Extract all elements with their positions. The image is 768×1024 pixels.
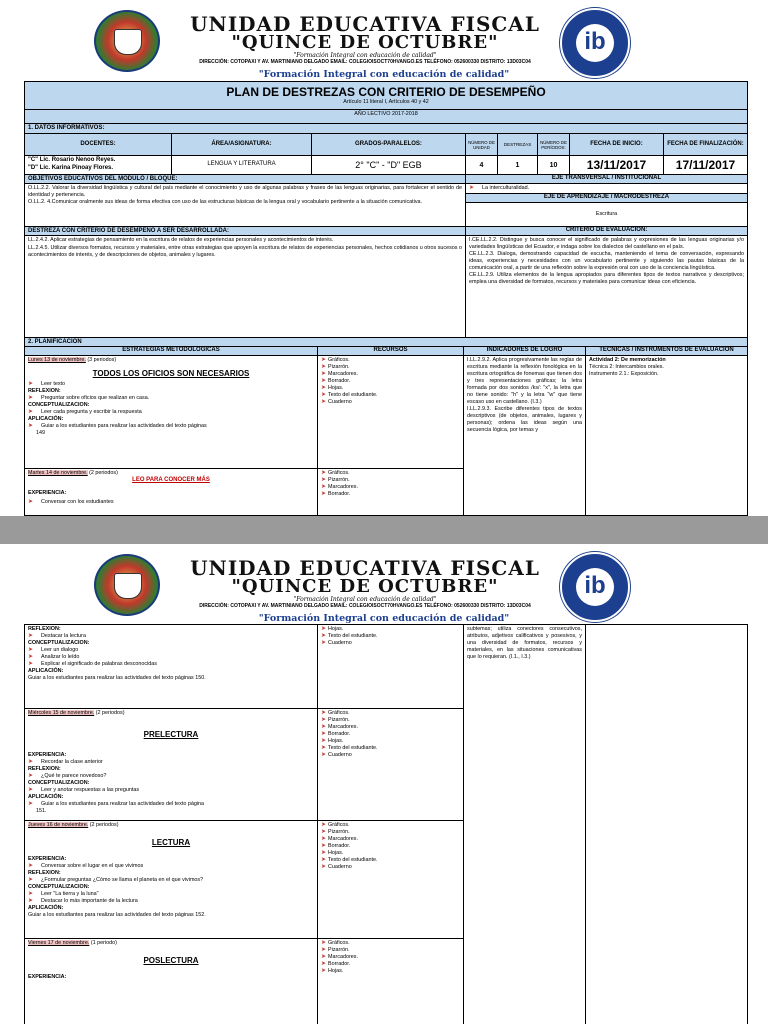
objetivos-cell (25, 183, 465, 226)
school-slogan: "Formación Integral con educación de calidad" (293, 596, 437, 603)
arrow-icon: ➤ (28, 647, 34, 653)
resource-item: ➤ Borrador. (321, 843, 351, 849)
resource-item: ➤ Marcadores. (321, 724, 358, 730)
day-4-con-2: Destacar lo más importante de la lectura (41, 898, 138, 904)
school-address: DIRECCIÓN: COTOPAXI Y AV. MARTINIANO DELGADO EMAIL: COLEGIOISOCT70HVANGO.ES TELÉFONO: 052600330 DISTRITO: 13D03C04 (199, 603, 531, 609)
day-1-page: 149 (36, 430, 45, 436)
area-header: ÁREA/ASIGNATURA: (171, 133, 311, 155)
evaluacion-cell (585, 355, 747, 516)
school-slogan: "Formación Integral con educación de calidad" (293, 52, 437, 59)
periodos-header: NÚMERO DE PERÍODOS: (537, 133, 569, 155)
school-subname: "QUINCE DE OCTUBRE" (231, 32, 499, 53)
day-2-con-1: Leer un dialogo (41, 647, 79, 653)
destrezas-value: 1 (497, 155, 537, 174)
area-value: LENGUA Y LITERATURA (171, 155, 311, 174)
eje-value: La interculturalidad. (482, 185, 530, 191)
arrow-icon: ➤ (28, 877, 34, 883)
resource-item: ➤ Hojas. (321, 626, 344, 632)
day-2-exp: Conversar con los estudiantes (41, 499, 114, 505)
day-5-resources (317, 938, 463, 1024)
resource-item: ➤ Cuaderno (321, 640, 352, 646)
recursos-header: RECURSOS (317, 346, 463, 355)
resource-item: ➤ Marcadores. (321, 836, 358, 842)
indicadores-cell (463, 355, 585, 516)
indicador-2-continued: subtemas; utiliza conectores consecutivos, atributos, adjetivos calificativos y posesivos, y una diversidad de formatos, recursos y materiales, en las situaciones comunicativas que lo requieran. (I.1., I.3.) (467, 626, 582, 660)
grados-header: GRADOS-PARALELOS: (311, 133, 465, 155)
resource-item: ➤ Hojas. (321, 385, 344, 391)
school-motto: "Formación Integral con educación de calidad" (258, 613, 510, 624)
school-year: AÑO LECTIVO 2017-2018 (25, 109, 747, 118)
section-2-title: 2. PLANIFICACIÓN (25, 337, 747, 346)
day-4-apl: Guiar a los estudiantes para realizar las actividades del texto páginas 152. (28, 912, 206, 918)
day-3-title: PRELECTURA (143, 730, 199, 739)
resource-item: ➤ Cuaderno (321, 752, 352, 758)
criterio-cell (465, 235, 747, 337)
resource-item: ➤ Borrador. (321, 378, 351, 384)
section-1-title: 1. DATOS INFORMATIVOS: (25, 123, 747, 133)
resource-item: ➤ Hojas. (321, 968, 344, 974)
objetivo-1: O.LL.2.2. Valorar la diversidad lingüística y cultural del país mediante el conocimiento y uso de algunas palabras y frases de las lenguas originarias, para fortalecer el sentido de identidad y pertenencia. (28, 185, 462, 198)
day-2-resources-continued (317, 625, 463, 708)
day-5-date: Viernes 17 de noviembre. (28, 940, 90, 946)
resource-item: ➤ Texto del estudiante. (321, 857, 378, 863)
arrow-icon: ➤ (28, 801, 34, 807)
label-reflexion: REFLEXION: (28, 626, 61, 632)
eval-instrumento: Instrumento 2.1.: Exposición. (589, 371, 659, 377)
fin-value: 17/11/2017 (663, 155, 747, 174)
resource-item: ➤ Cuaderno (321, 399, 352, 405)
school-address: DIRECCIÓN: COTOPAXI Y AV. MARTINIANO DELGADO EMAIL: COLEGIOISOCT70HVANGO.ES TELÉFONO: 052600330 DISTRITO: 13D03C04 (199, 59, 531, 65)
resource-item: ➤ Cuaderno (321, 864, 352, 870)
day-3-resources (317, 708, 463, 820)
arrow-icon: ➤ (28, 499, 34, 505)
resource-item: ➤ Pizarrón. (321, 947, 350, 953)
day-3-strategies (25, 708, 317, 820)
school-name: UNIDAD EDUCATIVA FISCAL (190, 12, 540, 36)
day-1-con: Leer cada pregunta y escribir la respuesta (41, 409, 142, 415)
resource-item: ➤ Pizarrón. (321, 364, 350, 370)
resource-item: ➤ Gráficos. (321, 470, 350, 476)
day-5-periods: (1 periodo) (90, 940, 117, 946)
grados-value: 2° "C" - "D" EGB (311, 155, 465, 174)
docentes-cell (25, 155, 171, 174)
unidad-header: NÚMERO DE UNIDAD (465, 133, 497, 155)
fin-header: FECHA DE FINALIZACIÓN: (663, 133, 747, 155)
day-4-title: LECTURA (151, 838, 191, 847)
day-2-date: Martes 14 de noviembre. (28, 470, 88, 476)
arrow-icon: ➤ (28, 633, 34, 639)
resource-item: ➤ Marcadores. (321, 484, 358, 490)
day-3-page: 151. (36, 808, 47, 814)
plan-title-block (25, 82, 747, 123)
criterio-1: I.CE.LL.2.2. Distingue y busca conocer el significado de palabras y expresiones de las lenguas originarias y/o variedades lingüísticas del Ecuador, e indaga sobre los dialectos del castellano en el país. (469, 237, 744, 250)
ib-logo-icon: ib (560, 552, 630, 622)
plan-articles: Artículo 11 literal I, Artículos 40 y 42 (343, 99, 429, 105)
docente-d: "D" Lic. Karina Pinoay Flores. (28, 164, 114, 171)
resource-item: ➤ Gráficos. (321, 710, 350, 716)
resource-item: ➤ Borrador. (321, 961, 351, 967)
resource-item: ➤ Gráficos. (321, 357, 350, 363)
day-1-exp: Leer texto (41, 381, 66, 387)
destreza-2: LL.2.4.5. Utilizar diversos formatos, recursos y materiales, entre otras estrategias que apoyen la escritura de relatos de experiencias personales, hechos cotidianos u otros sucesos o acontecimientos de interés, y de descripciones de objetos, animales y lugares. (28, 245, 462, 258)
resource-item: ➤ Gráficos. (321, 822, 350, 828)
inicio-header: FECHA DE INICIO: (569, 133, 663, 155)
arrow-icon: ➤ (28, 423, 34, 429)
resource-item: ➤ Texto del estudiante. (321, 392, 378, 398)
day-2-resources (317, 468, 463, 516)
school-crest-icon (94, 10, 160, 72)
page-header (0, 544, 768, 624)
day-2-periods: (2 periodos) (89, 470, 118, 476)
destreza-cell (25, 235, 465, 337)
day-3-exp: Recordar la clase anterior (41, 759, 103, 765)
day-1-title: TODOS LOS OFICIOS SON NECESARIOS (92, 369, 250, 378)
eje-header: EJE TRANSVERSAL / INSTITUCIONAL (465, 174, 747, 183)
arrow-icon: ➤ (28, 787, 34, 793)
school-crest-icon (94, 554, 160, 616)
day-1-ref: Preguntar sobre oficios que realizan en casa. (41, 395, 150, 401)
resource-item: ➤ Texto del estudiante. (321, 633, 378, 639)
day-4-strategies (25, 820, 317, 938)
macro-header: EJE DE APRENDIZAJE / MACRODESTREZA (465, 193, 747, 202)
day-4-ref: ¿Formular preguntas ¿Cómo se llama el planeta en el que vivimos? (41, 877, 204, 883)
plan-title: PLAN DE DESTREZAS CON CRITERIO DE DESEMPEÑO (226, 85, 546, 99)
indicadores-header: INDICADORES DE LOGRO (463, 346, 585, 355)
label-aplicacion: APLICACIÓN: (28, 905, 64, 911)
label-experiencia: EXPERIENCIA: (28, 856, 67, 862)
resource-item: ➤ Pizarrón. (321, 717, 350, 723)
arrow-icon: ➤ (28, 409, 34, 415)
destreza-header: DESTREZA CON CRITERIO DE DESEMPEÑO A SER DESARROLLADA: (25, 226, 465, 235)
day-3-apl: Guiar a los estudiantes para realizar las actividades del texto página (41, 801, 205, 807)
day-3-ref: ¿Qué te parece novedoso? (41, 773, 107, 779)
eval-tecnica: Técnica 2: Intercambios orales. (589, 364, 664, 370)
arrow-icon: ➤ (28, 381, 34, 387)
label-conceptualizacion: CONCEPTUALIZACION: (28, 402, 90, 408)
label-conceptualizacion: CONCEPTUALIZACION: (28, 884, 90, 890)
day-2-ref: Destacar la lectura (41, 633, 86, 639)
label-conceptualizacion: CONCEPTUALIZACION: (28, 640, 90, 646)
day-2-title: LEO PARA CONOCER MÁS (132, 477, 210, 483)
periodos-value: 10 (537, 155, 569, 174)
day-4-con-1: Leer "La tierra y la luna" (41, 891, 99, 897)
resource-item: ➤ Marcadores. (321, 954, 358, 960)
day-1-date: Lunes 13 de noviembre. (28, 357, 86, 363)
day-4-exp: Conversar sobre el lugar en el que vivimos (41, 863, 144, 869)
day-3-periods: (2 periodos) (95, 710, 125, 716)
eval-actividad: Actividad 2: De memorización (589, 357, 666, 363)
arrow-icon: ➤ (28, 863, 34, 869)
resource-item: ➤ Hojas. (321, 738, 344, 744)
school-name: UNIDAD EDUCATIVA FISCAL (190, 556, 540, 580)
label-experiencia: EXPERIENCIA: (28, 974, 67, 980)
estrategias-header: ESTRATEGIAS METODOLÓGICAS (25, 346, 317, 355)
inicio-value: 13/11/2017 (569, 155, 663, 174)
plan-table-continued (24, 624, 748, 1024)
day-3-date: Miércoles 15 de noviembre. (28, 710, 95, 716)
indicadores-cell-continued (463, 625, 585, 1024)
label-experiencia: EXPERIENCIA: (28, 490, 67, 496)
resource-item: ➤ Gráficos. (321, 940, 350, 946)
resource-item: ➤ Hojas. (321, 850, 344, 856)
tecnicas-header: TÉCNICAS / INSTRUMENTOS DE EVALUACIÓN (585, 346, 747, 355)
label-reflexion: REFLEXION: (28, 388, 61, 394)
objetivo-2: O.LL.2. 4.Comunicar oralmente sus ideas de forma efectiva con uso de las estructuras básicas de la lengua oral y vocabulario pertinente a la situación comunicativa. (28, 199, 423, 205)
label-aplicacion: APLICACIÓN: (28, 668, 64, 674)
school-subname: "QUINCE DE OCTUBRE" (231, 576, 499, 597)
label-conceptualizacion: CONCEPTUALIZACION: (28, 780, 90, 786)
criterio-2: CE.LL.2.3. Dialoga, demostrando capacidad de escucha, manteniendo el tema de conversación, expresando ideas, experiencias y necesidades con un vocabulario pertinente y siguiendo las pautas básicas de la comunicación oral, a partir de una reflexión sobre la expresión oral con uso de la conciencia lingüística. (469, 251, 744, 271)
docentes-header: DOCENTES: (25, 133, 171, 155)
ib-logo-icon: ib (560, 8, 630, 78)
eje-cell (465, 183, 747, 193)
day-1-apl: Guiar a los estudiantes para realizar las actividades del texto páginas (41, 423, 207, 429)
plan-table (24, 81, 748, 516)
day-2-continued (25, 625, 317, 708)
label-aplicacion: APLICACIÓN: (28, 416, 64, 422)
day-2-con-2: Analizar lo leído (41, 654, 80, 660)
school-motto: "Formación Integral con educación de calidad" (258, 69, 510, 80)
resource-item: ➤ Borrador. (321, 731, 351, 737)
page-2 (0, 544, 768, 1024)
criterio-3: CE.LL.2.9. Utiliza elementos de la lengua apropiados para diferentes tipos de textos narrativos y descriptivos; emplea una diversidad de formatos, recursos y materiales para comunicar ideas con eficiencia. (469, 272, 744, 285)
indicador-1: I.LL.2.9.2. Aplica progresivamente las reglas de escritura mediante la reflexión fonológica en la escritura ortográfica de fonemas que tienen dos y tres representaciones gráficas; la letra formada por dos sonidos /ks/: "x", la letra que no tiene sonido: "h" y la letra "w" que tiene escaso uso en castellano. (I.3.) (467, 357, 582, 405)
docente-c: "C" Lic. Rosario Ñenoo Reyes. (28, 157, 116, 163)
objetivos-header: OBJETIVOS EDUCATIVOS DEL MÓDULO / BLOQUE: (25, 174, 465, 183)
day-4-periods: (2 periodos) (89, 822, 119, 828)
resource-item: ➤ Pizarrón. (321, 477, 350, 483)
arrow-icon: ➤ (28, 395, 34, 401)
arrow-icon: ➤ (28, 898, 34, 904)
day-2-apl: Guiar a los estudiantes para realizar las actividades del texto páginas 150. (28, 675, 206, 681)
arrow-icon: ➤ (28, 654, 34, 660)
resource-item: ➤ Pizarrón. (321, 829, 350, 835)
label-reflexion: REFLEXION: (28, 870, 61, 876)
day-1-resources (317, 355, 463, 468)
resource-item: ➤ Marcadores. (321, 371, 358, 377)
day-3-con: Leer y anotar respuestas a las preguntas (41, 787, 140, 793)
destreza-1: LL.2.4.2. Aplicar estrategias de pensamiento en la escritura de relatos de experiencias personales y acontecimientos de interés. (28, 237, 334, 243)
day-5-strategies (25, 938, 317, 1024)
arrow-icon: ➤ (28, 661, 34, 667)
arrow-icon: ➤ (469, 185, 475, 191)
day-2-strategies (25, 468, 317, 516)
criterio-header: CRITERIO DE EVALUACIÓN: (465, 226, 747, 235)
unidad-value: 4 (465, 155, 497, 174)
label-aplicacion: APLICACIÓN: (28, 794, 64, 800)
resource-item: ➤ Texto del estudiante. (321, 745, 378, 751)
day-1-periods: (3 periodos) (87, 357, 117, 363)
page-header (0, 0, 768, 80)
macro-value: Escritura (465, 202, 747, 226)
day-2-con-3: Explicar el significado de palabras desconocidas (41, 661, 157, 667)
resource-item: ➤ Borrador. (321, 491, 351, 497)
day-5-title: POSLECTURA (143, 956, 199, 965)
evaluacion-cell-continued (585, 625, 747, 1024)
indicador-2: I.LL.2.9.3. Escribe diferentes tipos de textos descriptivos (de objetos, animales, lugares y personas); ordena las ideas según una secuencia lógica, por temas y (467, 406, 582, 433)
label-experiencia: EXPERIENCIA: (28, 752, 67, 758)
day-1-strategies (25, 355, 317, 468)
day-4-resources (317, 820, 463, 938)
label-reflexion: REFLEXION: (28, 766, 61, 772)
destrezas-header: DESTREZAS (497, 133, 537, 155)
arrow-icon: ➤ (28, 759, 34, 765)
day-4-date: Jueves 16 de noviembre. (28, 822, 89, 828)
arrow-icon: ➤ (28, 773, 34, 779)
arrow-icon: ➤ (28, 891, 34, 897)
